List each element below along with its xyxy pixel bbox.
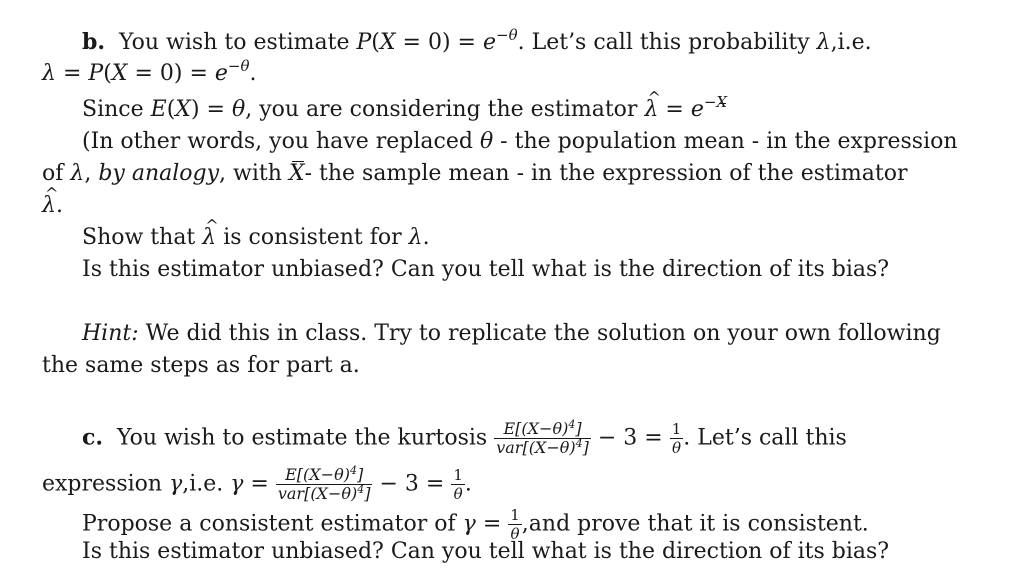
part-b-line-2: $\lambda = P(X = 0) = e^{-\theta}$. [42, 57, 257, 86]
part-b-label: b. [82, 29, 106, 55]
part-b-line-6: ^ λ. [42, 192, 63, 220]
part-b-line-3: Since E(X) = θ, you are considering the estimator ^ $\lambda = e^{-X}$ [82, 96, 727, 124]
part-b-line-4: (In other words, you have replaced θ - the population mean - in the expression [82, 129, 958, 154]
hint-text-1: We did this in class. Try to replicate the solution on your own following [145, 321, 941, 346]
kurtosis-fraction: $\frac{E[(X-\theta)^4]}{var[(X-\theta)^4]}$ [496, 418, 589, 457]
propose-one-over-theta-fraction: $\frac{1}{\theta}$ [510, 506, 520, 543]
part-c-propose-line: Propose a consistent estimator of γ = $\frac{1}{\theta}$ ,and prove that it is consistent. [82, 506, 869, 543]
one-over-theta-fraction: $\frac{1}{\theta}$ [671, 420, 682, 457]
part-c-bias-question: Is this estimator unbiased? Can you tell what is the direction of its bias? [82, 539, 890, 564]
part-c-line-2: expression γ,i.e. γ = $\frac{E[(X-\theta)^4]}{var[(X-\theta)^4]}$ − 3 = $\frac{1}{\theta}$ . [42, 464, 472, 503]
hint-line-2: the same steps as for part a. [42, 353, 360, 378]
part-c-label: c. [82, 424, 104, 451]
part-b-show-line: Show that ^ λ is consistent for λ. [82, 224, 430, 252]
part-b-bias-question: Is this estimator unbiased? Can you tell what is the direction of its bias? [82, 257, 890, 282]
part-c-line-1: c. You wish to estimate the kurtosis $\frac{E[(X-\theta)^4]}{var[(X-\theta)^4]}$ − 3 = $\frac{1}{\theta}$ . Let’s call this [82, 418, 847, 457]
gamma-kurtosis-fraction: $\frac{E[(X-\theta)^4]}{var[(X-\theta)^4]}$ [277, 464, 371, 503]
part-b-line-1: b. You wish to estimate $P(X = 0) = e^{-\theta}$. Let’s call this probability λ,i.e. [82, 26, 872, 55]
part-b-line-5: of λ, by analogy, with X- the sample mean - in the expression of the estimator [42, 161, 908, 186]
gamma-one-over-theta-fraction: $\frac{1}{\theta}$ [453, 466, 463, 503]
hint-label: Hint: [82, 321, 139, 346]
hint-line-1 [82, 320, 941, 348]
